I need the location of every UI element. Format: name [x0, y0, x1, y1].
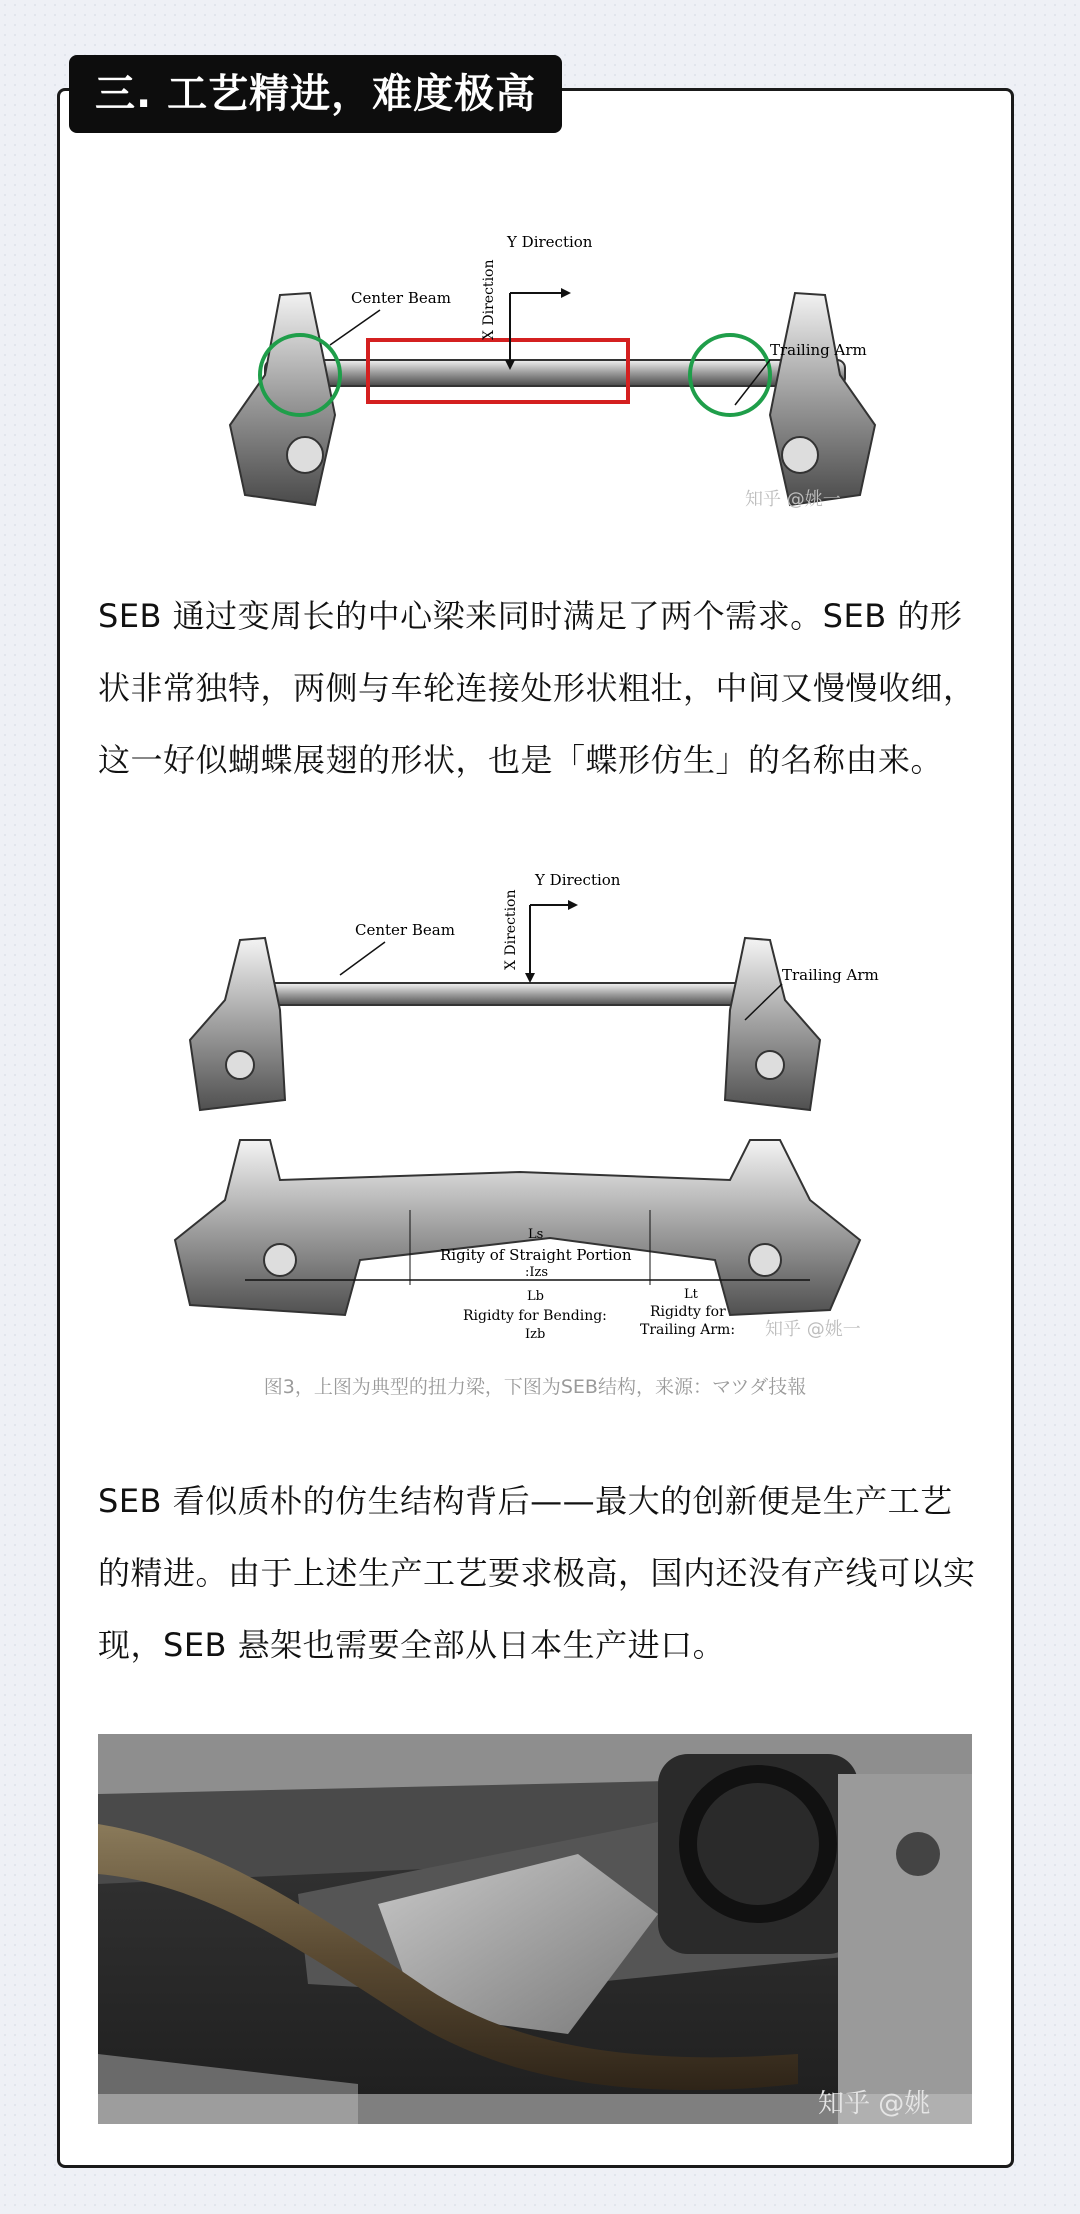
- label-izb: Izb: [525, 1327, 546, 1342]
- section-title: 三. 工艺精进，难度极高: [69, 55, 562, 133]
- label-trailing-arm: Trailing Arm: [770, 341, 867, 359]
- label-y-direction-2: Y Direction: [535, 871, 621, 889]
- paragraph-2: SEB 看似质朴的仿生结构背后——最大的创新便是生产工艺的精进。由于上述生产工艺要求极高，国内还没有产线可以实现，SEB 悬架也需要全部从日本生产进口。: [98, 1482, 976, 1664]
- label-rigidity-trailing-2: Trailing Arm:: [640, 1322, 736, 1338]
- suspension-photo: [98, 1734, 972, 2124]
- figure-caption: 图3，上图为典型的扭力梁，下图为SEB结构，来源：マツダ技報: [263, 1376, 807, 1398]
- paragraph-1: SEB 通过变周长的中心梁来同时满足了两个需求。SEB 的形状非常独特，两侧与车轮连接处形状粗壮，中间又慢慢收细，这一好似蝴蝶展翅的形状，也是「蝶形仿生」的名称由来。: [98, 597, 976, 779]
- label-rigidity-straight: Rigity of Straight Portion: [440, 1246, 632, 1264]
- label-x-direction-2: X Direction: [503, 889, 519, 970]
- label-center-beam-2: Center Beam: [355, 921, 455, 939]
- label-x-direction: X Direction: [481, 259, 497, 340]
- label-trailing-arm-2: Trailing Arm: [782, 966, 879, 984]
- label-lt: Lt: [684, 1287, 698, 1302]
- label-lb: Lb: [527, 1289, 544, 1304]
- label-y-direction: Y Direction: [507, 233, 593, 251]
- label-izs: :Izs: [525, 1265, 549, 1280]
- label-rigidity-trailing-1: Rigidty for: [650, 1304, 726, 1320]
- seb-comparison-diagram: [170, 860, 910, 1355]
- label-rigidity-bending: Rigidty for Bending:: [463, 1308, 607, 1324]
- photo-watermark: 知乎 @姚: [818, 2089, 931, 2119]
- label-center-beam: Center Beam: [351, 289, 451, 307]
- watermark-2: 知乎 @姚一: [765, 1319, 861, 1340]
- label-ls: Ls: [528, 1227, 544, 1242]
- watermark: 知乎 @姚一: [745, 489, 841, 510]
- torsion-beam-diagram: [225, 215, 885, 525]
